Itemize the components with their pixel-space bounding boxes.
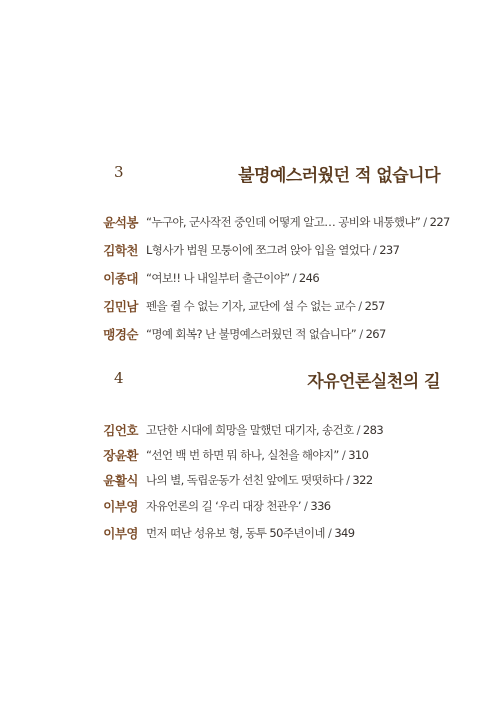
entry-title: “여보!! 나 내일부터 출근이야”	[146, 271, 290, 285]
entry-title-line	[146, 525, 354, 541]
page-separator: /	[292, 271, 296, 285]
entry-page: 336	[310, 499, 331, 513]
entry-title: “명예 회복? 난 불명예스러웠던 적 없습니다”	[146, 327, 357, 341]
page-separator: /	[304, 499, 308, 513]
entry-author: 윤석봉	[103, 215, 138, 230]
entry-author: 장윤환	[103, 448, 138, 463]
page-separator: /	[346, 473, 350, 487]
entry-page: 322	[352, 473, 373, 487]
section-title: 자유언론실천의 길	[307, 372, 440, 392]
entry-title-line	[146, 498, 331, 514]
toc-section-3	[0, 163, 500, 342]
entry-author: 이종대	[103, 271, 138, 286]
section-number: 3	[114, 163, 124, 181]
entry-author: 김언호	[103, 423, 138, 438]
entry-author: 이부영	[103, 526, 138, 541]
section-header	[0, 369, 500, 399]
entry-title: L형사가 법원 모퉁이에 쪼그려 앉아 입을 열었다	[146, 243, 370, 257]
entry-author: 김민남	[103, 299, 138, 314]
page-separator: /	[341, 448, 346, 462]
toc-entry	[0, 297, 500, 317]
toc-entry	[0, 241, 500, 261]
toc-section-4	[0, 369, 500, 541]
entry-page: 267	[365, 327, 386, 341]
section-title: 불명예스러웠던 적 없습니다	[238, 166, 440, 186]
page-separator: /	[356, 423, 360, 437]
page-separator: /	[423, 215, 427, 229]
toc-entry	[0, 524, 500, 544]
section-header	[0, 163, 500, 193]
entry-title-line	[146, 472, 373, 488]
page-separator: /	[358, 299, 362, 313]
entry-author: 이부영	[103, 499, 138, 514]
entry-title-line	[146, 298, 385, 314]
toc-entry	[0, 446, 500, 466]
entry-author: 맹경순	[103, 327, 138, 342]
entry-page: 257	[364, 299, 385, 313]
entry-title: 펜을 쥘 수 없는 기자, 교단에 설 수 없는 교수	[146, 299, 356, 313]
entry-title: 자유언론의 길 ‘우리 대장 천관우’	[146, 499, 301, 513]
toc-entry	[0, 497, 500, 517]
entry-title: 고단한 시대에 희망을 말했던 대기자, 송건호	[146, 423, 354, 437]
entry-page: 227	[429, 215, 450, 229]
entry-page: 310	[348, 448, 369, 462]
page-separator: /	[372, 243, 377, 257]
section-number: 4	[114, 369, 124, 387]
entry-page: 349	[334, 526, 355, 540]
toc-entry	[0, 213, 500, 233]
entry-page: 283	[362, 423, 384, 437]
entry-author: 윤활식	[103, 473, 138, 488]
entry-page: 237	[379, 243, 400, 257]
entry-title: “누구야, 군사작전 중인데 어떻게 알고… 공비와 내통했냐”	[146, 215, 421, 229]
entry-title-line	[146, 214, 450, 230]
entry-title-line	[146, 270, 319, 286]
entry-page: 246	[298, 271, 320, 285]
toc-entry	[0, 471, 500, 491]
toc-entry	[0, 421, 500, 441]
toc-entry	[0, 325, 500, 345]
entry-title: 먼저 떠난 성유보 형, 동투 50주년이네	[146, 526, 325, 540]
entry-title-line	[146, 447, 368, 463]
page-separator: /	[359, 327, 363, 341]
entry-title: 나의 별, 독립운동가 선친 앞에도 떳떳하다	[146, 473, 343, 487]
page-separator: /	[327, 526, 332, 540]
entry-author: 김학천	[103, 243, 138, 258]
entry-title-line	[146, 326, 386, 342]
entry-title-line	[146, 422, 383, 438]
toc-entry	[0, 269, 500, 289]
entry-title: “선언 백 번 하면 뭐 하나, 실천을 해야지”	[146, 448, 339, 462]
entry-title-line	[146, 242, 399, 258]
